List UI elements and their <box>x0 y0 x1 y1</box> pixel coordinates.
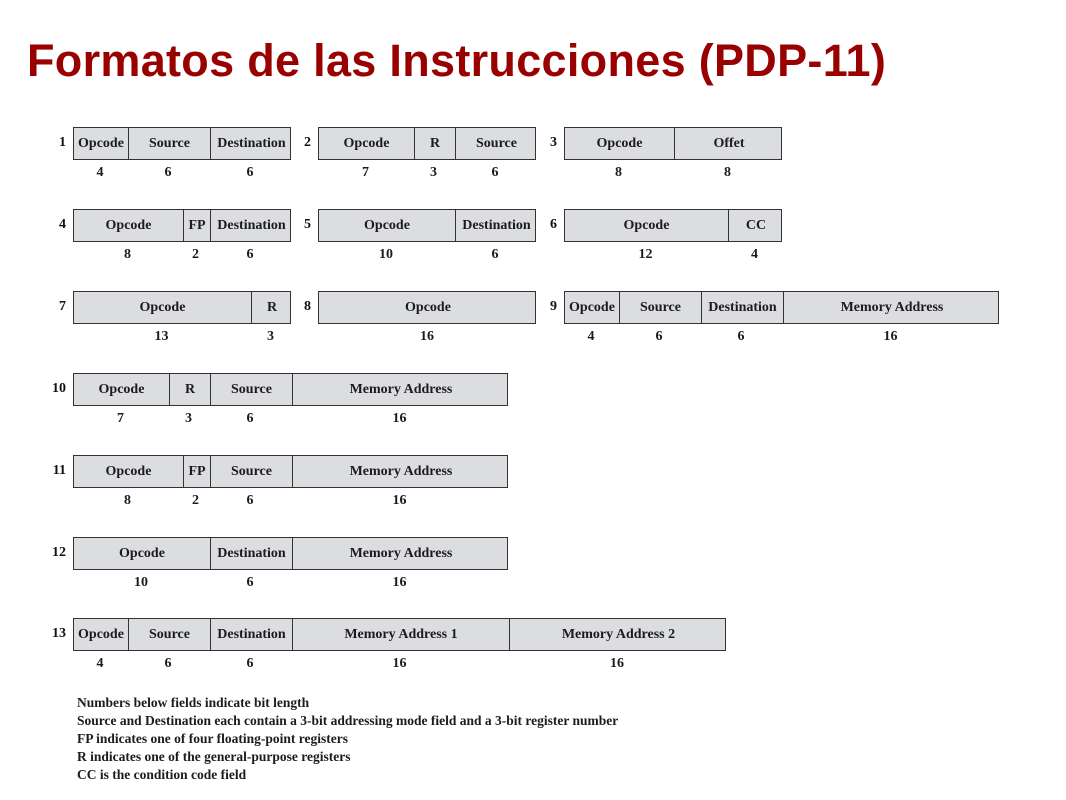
note-source-destination: Source and Destination each contain a 3-bit addressing mode field and a 3-bit register number <box>77 713 619 728</box>
format-10-field-memory-address: Memory Address <box>292 374 509 405</box>
note-r: R indicates one of the general-purpose registers <box>77 749 351 764</box>
format-13-field-destination: Destination <box>210 619 292 650</box>
format-1-bits-source: 6 <box>164 165 172 180</box>
format-13-field-source: Source <box>128 619 210 650</box>
format-2-bits-r: 3 <box>430 165 437 180</box>
format-4-box <box>73 209 291 242</box>
format-11-bits-opcode: 8 <box>124 493 131 508</box>
format-13-number: 13 <box>52 626 66 641</box>
format-13-bits-destination: 6 <box>246 656 254 671</box>
format-13-bits-source: 6 <box>164 656 172 671</box>
format-3-field-offet: Offet <box>674 128 783 159</box>
format-5-field-destination: Destination <box>455 210 537 241</box>
format-12-field-destination: Destination <box>210 538 292 569</box>
format-1-number: 1 <box>59 135 66 150</box>
format-1-field-opcode: Opcode <box>78 135 124 151</box>
format-5-box <box>318 209 536 242</box>
format-13-field-opcode: Opcode <box>78 626 124 642</box>
format-7-field-opcode: Opcode <box>139 299 186 315</box>
format-13-field-memory-address-1: Memory Address 1 <box>292 619 509 650</box>
format-1-box <box>73 127 291 160</box>
format-7-bits-r: 3 <box>267 329 274 344</box>
note-cc: CC is the condition code field <box>77 767 247 782</box>
format-9-box <box>564 291 999 324</box>
format-12-box <box>73 537 508 570</box>
format-2-bits-source: 6 <box>491 165 499 180</box>
format-12-bits-opcode: 10 <box>134 575 148 590</box>
format-6-number: 6 <box>550 217 557 232</box>
format-1-field-destination: Destination <box>210 128 292 159</box>
format-4-bits-fp: 2 <box>192 247 199 262</box>
format-12-number: 12 <box>52 545 66 560</box>
format-9-bits-opcode: 4 <box>587 329 595 344</box>
note-fp: FP indicates one of four floating-point registers <box>77 731 348 746</box>
format-4-bits-opcode: 8 <box>124 247 131 262</box>
format-1-bits-opcode: 4 <box>96 165 104 180</box>
format-12-bits-destination: 6 <box>246 575 254 590</box>
format-2-bits-opcode: 7 <box>362 165 369 180</box>
format-5-bits-destination: 6 <box>491 247 499 262</box>
format-9-field-memory-address: Memory Address <box>783 292 1000 323</box>
format-4-field-opcode: Opcode <box>105 217 152 233</box>
format-10-field-source: Source <box>210 374 292 405</box>
format-11-field-opcode: Opcode <box>105 463 152 479</box>
format-5-number: 5 <box>304 217 311 232</box>
format-5-field-opcode: Opcode <box>364 217 410 233</box>
format-7-number: 7 <box>59 299 66 314</box>
format-9-bits-memory-address: 16 <box>883 329 898 344</box>
format-3-bits-offet: 8 <box>724 165 731 180</box>
format-12-bits-memory-address: 16 <box>392 575 407 590</box>
format-11-box <box>73 455 508 488</box>
format-2-box <box>318 127 536 160</box>
format-9-number: 9 <box>550 299 557 314</box>
format-10-number: 10 <box>52 381 66 396</box>
format-10-bits-r: 3 <box>185 411 192 426</box>
format-7-box <box>73 291 291 324</box>
note-bit-length: Numbers below fields indicate bit length <box>77 695 310 710</box>
format-9-bits-source: 6 <box>655 329 663 344</box>
format-8-number: 8 <box>304 299 311 314</box>
format-11-bits-fp: 2 <box>192 493 199 508</box>
format-6-field-opcode: Opcode <box>623 217 670 233</box>
format-1-bits-destination: 6 <box>246 165 254 180</box>
format-11-field-memory-address: Memory Address <box>292 456 509 487</box>
format-9-field-opcode: Opcode <box>569 299 615 315</box>
format-10-field-r: R <box>169 374 210 405</box>
format-6-bits-opcode: 12 <box>638 247 653 262</box>
format-13-field-memory-address-2: Memory Address 2 <box>509 619 727 650</box>
format-1-field-source: Source <box>128 128 210 159</box>
format-11-number: 11 <box>52 463 66 478</box>
format-12-field-memory-address: Memory Address <box>292 538 509 569</box>
format-13-bits-opcode: 4 <box>96 656 104 671</box>
format-4-number: 4 <box>59 217 66 232</box>
format-3-field-opcode: Opcode <box>596 135 643 151</box>
format-3-number: 3 <box>550 135 557 150</box>
format-12-field-opcode: Opcode <box>119 545 165 561</box>
format-4-field-fp: FP <box>183 210 210 241</box>
format-13-box <box>73 618 726 651</box>
format-13-bits-memory-address-1: 16 <box>392 656 407 671</box>
format-10-field-opcode: Opcode <box>98 381 145 397</box>
legend-notes <box>77 694 618 784</box>
format-5-bits-opcode: 10 <box>379 247 393 262</box>
format-9-field-source: Source <box>619 292 701 323</box>
format-2-field-source: Source <box>455 128 537 159</box>
format-8-box <box>318 291 536 324</box>
format-2-field-r: R <box>414 128 455 159</box>
format-11-field-source: Source <box>210 456 292 487</box>
format-7-bits-opcode: 13 <box>154 329 169 344</box>
format-3-bits-opcode: 8 <box>615 165 622 180</box>
page-title: Formatos de las Instrucciones (PDP-11) <box>27 35 887 86</box>
format-9-bits-destination: 6 <box>737 329 745 344</box>
format-9-field-destination: Destination <box>701 292 783 323</box>
format-10-bits-memory-address: 16 <box>392 411 407 426</box>
format-8-field-opcode: Opcode <box>405 299 451 315</box>
format-3-box <box>564 127 782 160</box>
format-8-bits-opcode: 16 <box>420 329 434 344</box>
format-10-bits-opcode: 7 <box>117 411 124 426</box>
format-11-field-fp: FP <box>183 456 210 487</box>
format-4-field-destination: Destination <box>210 210 292 241</box>
format-11-bits-source: 6 <box>246 493 254 508</box>
format-10-bits-source: 6 <box>246 411 254 426</box>
format-6-box <box>564 209 782 242</box>
format-13-bits-memory-address-2: 16 <box>610 656 624 671</box>
format-2-field-opcode: Opcode <box>343 135 390 151</box>
format-6-field-cc: CC <box>728 210 783 241</box>
format-7-field-r: R <box>251 292 292 323</box>
format-4-bits-destination: 6 <box>246 247 254 262</box>
format-11-bits-memory-address: 16 <box>392 493 407 508</box>
format-10-box <box>73 373 508 406</box>
format-6-bits-cc: 4 <box>751 247 758 262</box>
format-2-number: 2 <box>304 135 311 150</box>
